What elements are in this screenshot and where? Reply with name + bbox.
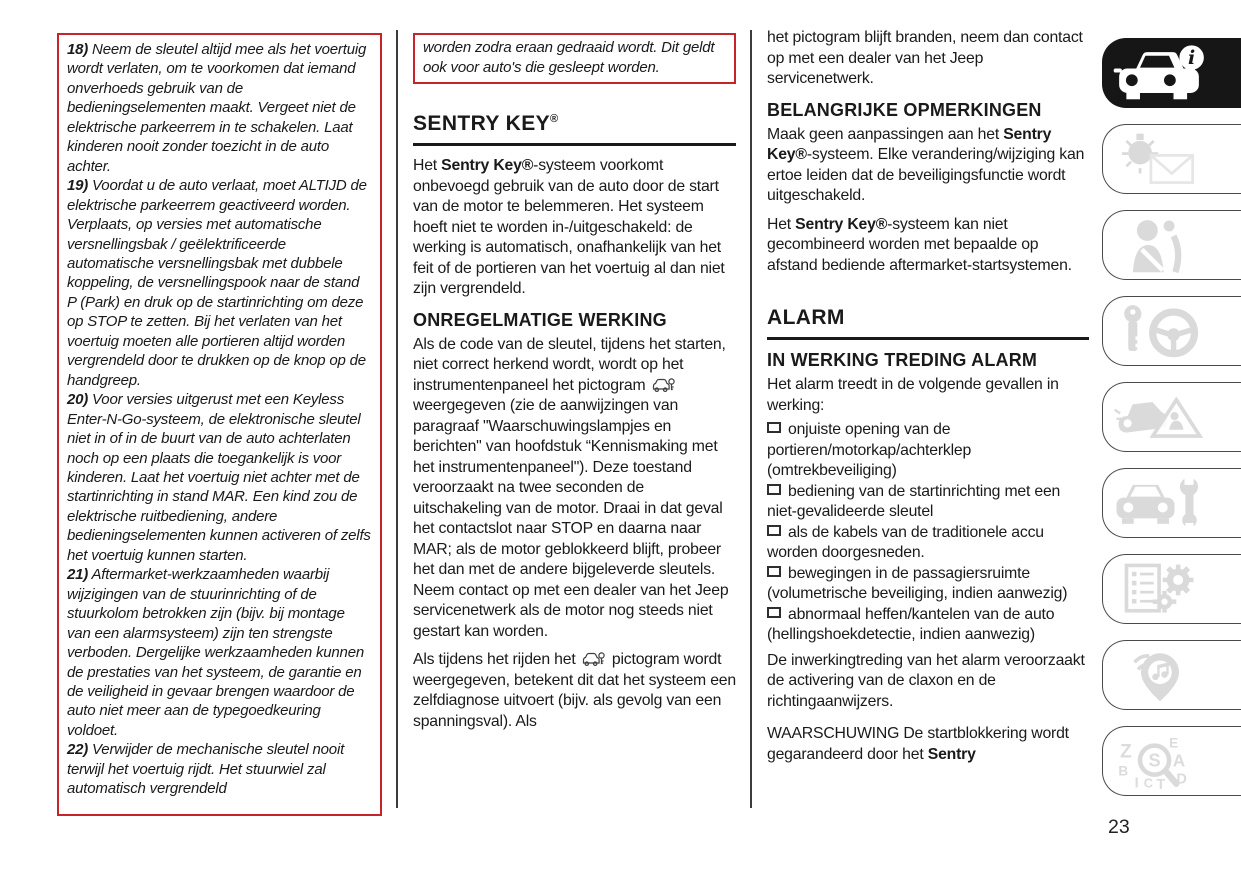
specs-gears-icon xyxy=(1112,560,1208,618)
svg-text:i: i xyxy=(1188,46,1196,69)
index-search-icon xyxy=(1112,732,1208,790)
section-title-sentry-key: SENTRY KEY® xyxy=(413,112,736,146)
sidebar-tab-emergency[interactable] xyxy=(1102,382,1241,452)
car-key-pictogram-icon xyxy=(652,377,676,393)
sidebar-tabs xyxy=(1102,38,1241,796)
car-key-pictogram-icon xyxy=(582,651,606,667)
note-number: 18) xyxy=(67,41,89,58)
svg-text:D: D xyxy=(1176,771,1187,788)
sidebar-tab-starting-driving[interactable] xyxy=(1102,296,1241,366)
key-sun-envelope-icon xyxy=(1112,130,1208,188)
note-number: 19) xyxy=(67,177,89,195)
paragraph: Het alarm treedt in de volgende gevallen in werking: xyxy=(767,376,1059,414)
page-number: 23 xyxy=(1108,816,1130,838)
warning-notes-continuation-box: worden zodra eraan gedraaid wordt. Dit geldt ook voor auto's die gesleept worden. xyxy=(413,33,736,84)
sidebar-tab-safety[interactable] xyxy=(1102,210,1241,280)
key-steering-icon xyxy=(1112,302,1208,360)
paragraph: WAARSCHUWING De startblokkering wordt gegarandeerd door het Sentry xyxy=(767,725,1069,763)
paragraph: Het Sentry Key®-systeem kan niet gecombineerd worden met bepaalde op afstand bediende aftermarket-startsystemen. xyxy=(767,215,1072,274)
paragraph: Als de code van de sleutel, tijdens het starten, niet correct herkend wordt, wordt op het instrumentenpaneel het pictogram weergegeven (zie de aanwijzingen van paragraaf "Waarschuwingslampjes en berichten" van hoofdstuk “Kennismaking met het instrumentenpaneel"). Deze toestand veroorzaakt na twee seconden de uitschakeling van de motor. Draai in dat geval het contactslot naar STOP en daarna naar MAR; als de motor geblokkeerd blijft, probeer het dan met de andere bijgeleverde sleutels. Neem contact op met een dealer van het Jeep servicenetwerk als de motor nog steeds niet gestart kan worden. xyxy=(413,335,729,640)
subsection-title-alarm-triggering: IN WERKING TREDING ALARM xyxy=(767,350,1038,370)
svg-text:Z: Z xyxy=(1120,741,1132,763)
subsection-title-irregular-operation: ONREGELMATIGE WERKING xyxy=(413,309,667,330)
alarm-trigger-item: als de kabels van de traditionele accu worden doorgesneden. xyxy=(767,523,1044,561)
column-divider xyxy=(396,30,398,808)
paragraph: Het Sentry Key®-systeem voorkomt onbevoegd gebruik van de auto door de start van de motor te belemmeren. Het systeem hoeft niet te worden in-/uitgeschakeld: de werking is automatisch, onafhankelijk van het feit of de portieren van het voertuig al dan niet zijn vergrendeld. xyxy=(413,157,725,297)
note-number: 22) xyxy=(67,741,89,759)
alarm-trigger-item: bediening van de startinrichting met een niet-gevalideerde sleutel xyxy=(767,482,1061,520)
note-number: 20) xyxy=(67,391,89,409)
svg-text:E: E xyxy=(1169,735,1179,751)
right-column xyxy=(767,28,1089,773)
note-item: 22) Verwijder de mechanische sleutel nooit terwijl het voertuig rijdt. Het stuurwiel zal automatisch vergrendeld xyxy=(67,741,345,798)
sidebar-tab-multimedia[interactable] xyxy=(1102,640,1241,710)
square-bullet-icon xyxy=(767,566,781,577)
note-number: 21) xyxy=(67,566,89,584)
registered-mark: ® xyxy=(550,113,559,125)
alarm-trigger-item: abnormaal heffen/kantelen van de auto (hellingshoekdetectie, indien aanwezig) xyxy=(767,605,1055,643)
sidebar-tab-technical-data[interactable] xyxy=(1102,554,1241,624)
svg-text:C: C xyxy=(1143,776,1153,790)
svg-text:A: A xyxy=(1172,750,1186,771)
square-bullet-icon xyxy=(767,607,781,618)
note-item: 21) Aftermarket-werkzaamheden waarbij wijzigingen van de stuurinrichting of de stuurkolom betrokken zijn (bijv. bij montage van een alarmsysteem) zijn ten strengste verboden. Dergelijke werkzaamheden kunnen de prestaties van het systeem, de garantie en de veiligheid in gevaar brengen waardoor de auto niet meer aan de typegoedkeuring voldoet. xyxy=(67,566,364,739)
middle-column xyxy=(413,33,736,740)
square-bullet-icon xyxy=(767,525,781,536)
note-item: 19) Voordat u de auto verlaat, moet ALTIJD de elektrische parkeerrem geactiveerd worden. Verplaats, op versies met automatische versnellingsbak / geëlektrificeerde automatische versnellingsbak met dubbele koppeling, de versnellingspook naar de stand P (Park) en druk op de startinrichting om deze op STOP te zetten. Bij het verlaten van het voertuig moeten alle portieren altijd worden vergrendeld door te drukken op de knop op de handgreep. xyxy=(67,177,367,389)
sidebar-tab-vehicle-info[interactable] xyxy=(1102,38,1241,108)
svg-text:T: T xyxy=(1156,777,1166,790)
multimedia-pin-icon xyxy=(1112,646,1208,704)
paragraph: Maak geen aanpassingen aan het Sentry Key®-systeem. Elke verandering/wijziging kan ertoe leiden dat de beveiligingsfunctie wordt uitgeschakeld. xyxy=(767,125,1085,204)
alarm-trigger-item: onjuiste opening van de portieren/motorkap/achterklep (omtrekbeveiliging) xyxy=(767,421,972,479)
subsection-title-important-notes: BELANGRIJKE OPMERKINGEN xyxy=(767,99,1042,120)
sidebar-tab-index[interactable] xyxy=(1102,726,1241,796)
car-info-icon xyxy=(1111,44,1207,102)
warning-notes-box xyxy=(57,33,382,816)
note-item: 20) Voor versies uitgerust met een Keyless Enter-N-Go-systeem, de elektronische sleutel niet in of in de buurt van de auto achterlaten noch op een plaats die toegankelijk is voor kinderen. Laat het voertuig niet achter met de startinrichting in stand MAR. Een kind zou de elektrische ruitbediening, andere bedieningselementen kunnen activeren of zelfs het voertuig kunnen starten. xyxy=(67,391,371,564)
alarm-trigger-item: bewegingen in de passagiersruimte (volumetrische beveiliging, indien aanwezig) xyxy=(767,564,1068,602)
warning-car-icon xyxy=(1112,388,1208,446)
svg-text:B: B xyxy=(1118,763,1129,779)
svg-text:I: I xyxy=(1134,775,1139,790)
column-divider xyxy=(750,30,752,808)
sidebar-tab-getting-to-know[interactable] xyxy=(1102,124,1241,194)
sidebar-tab-maintenance[interactable] xyxy=(1102,468,1241,538)
paragraph: het pictogram blijft branden, neem dan contact op met een dealer van het Jeep servicenetwerk. xyxy=(767,29,1083,87)
car-wrench-icon xyxy=(1112,474,1208,532)
paragraph: Als tijdens het rijden het pictogram wordt weergegeven, betekent dit dat het systeem een zelfdiagnose uitvoert (bijv. als gevolg van een spanningsval). Als xyxy=(413,651,736,730)
alarm-trigger-list xyxy=(767,420,1089,646)
svg-text:S: S xyxy=(1148,750,1161,771)
paragraph: De inwerkingtreding van het alarm veroorzaakt de activering van de claxon en de richtingaanwijzers. xyxy=(767,651,1085,710)
safety-seatbelt-icon xyxy=(1112,216,1208,274)
note-item: 18) Neem de sleutel altijd mee als het voertuig wordt verlaten, om te voorkomen dat iemand onverhoeds gebruik van de bedieningselementen maakt. Vergeet niet de elektrische parkeerrem in te schakelen. Laat kinderen nooit zonder toezicht in de auto achter. xyxy=(67,41,367,175)
square-bullet-icon xyxy=(767,484,781,495)
section-title-alarm: ALARM xyxy=(767,306,1089,340)
square-bullet-icon xyxy=(767,422,781,433)
